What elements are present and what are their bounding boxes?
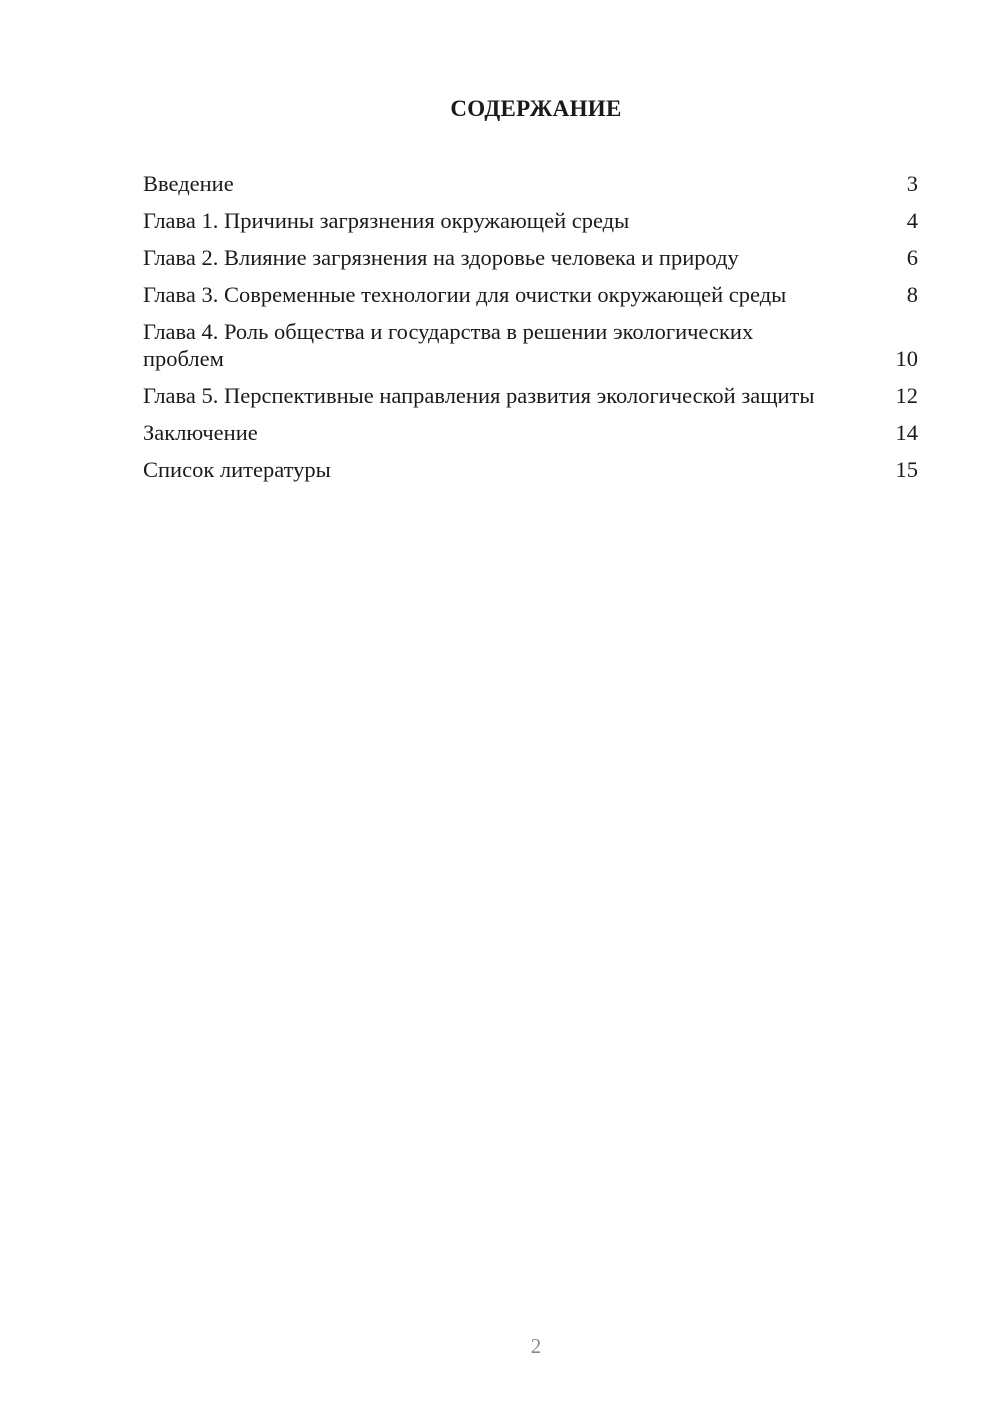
toc-item-page: 10	[895, 346, 918, 371]
toc-item-conclusion[interactable]	[143, 419, 918, 446]
toc-item-page: 12	[895, 383, 918, 408]
toc-item-label: Глава 5. Перспективные направления развития экологической защиты	[143, 383, 815, 408]
toc-item-label: Глава 1. Причины загрязнения окружающей среды	[143, 208, 630, 233]
toc-item-label: Список литературы	[143, 457, 331, 482]
toc-item-page: 14	[895, 420, 918, 445]
toc-item-page: 3	[906, 171, 918, 196]
toc-item-label: Глава 3. Современные технологии для очистки окружающей среды	[143, 282, 787, 307]
toc-item-page: 8	[906, 282, 918, 307]
toc-item-chapter-5[interactable]	[143, 382, 918, 409]
toc-item-chapter-1[interactable]	[143, 207, 918, 234]
toc-item-bibliography[interactable]	[143, 456, 918, 483]
page-title: СОДЕРЖАНИЕ	[450, 96, 622, 121]
table-of-contents	[143, 170, 918, 493]
toc-item-page: 15	[895, 457, 918, 482]
page-number: 2	[530, 1334, 542, 1358]
toc-item-label: Введение	[143, 171, 234, 196]
toc-item-introduction[interactable]	[143, 170, 918, 197]
toc-item-chapter-3[interactable]	[143, 281, 918, 308]
toc-item-label: Глава 4. Роль общества и государства в решении экологических проблем	[143, 319, 754, 371]
toc-item-chapter-2[interactable]	[143, 244, 918, 271]
toc-item-chapter-4[interactable]	[143, 318, 918, 372]
toc-item-label: Глава 2. Влияние загрязнения на здоровье человека и природу	[143, 245, 739, 270]
toc-item-label: Заключение	[143, 420, 258, 445]
toc-item-page: 6	[906, 245, 918, 270]
toc-item-page: 4	[906, 208, 918, 233]
